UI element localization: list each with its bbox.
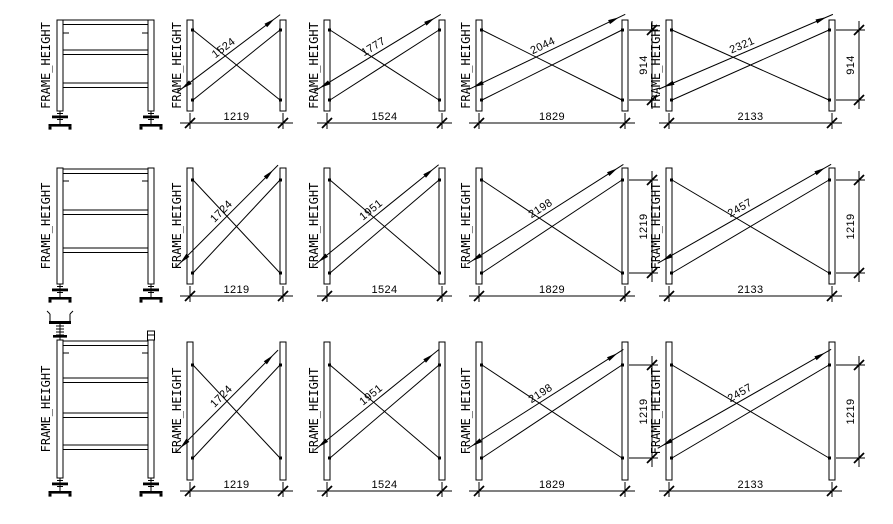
frame-height-label: FRAME_HEIGHT <box>459 22 473 109</box>
panel-right-post <box>622 20 628 111</box>
frame-right-post <box>148 168 154 284</box>
panel-left-post <box>324 20 330 111</box>
diagonal-dim-arrow <box>814 168 825 175</box>
panel-left-post <box>476 20 482 111</box>
frame-ledger <box>63 50 148 55</box>
diagonal-dim-arrow <box>607 168 618 176</box>
panel-left-post <box>187 168 193 284</box>
jack-wing-nut <box>143 116 159 119</box>
diagonal-dimension-value: 1777 <box>359 35 388 59</box>
frame-right-post <box>148 20 154 111</box>
panel-right-post <box>280 20 286 111</box>
panel-right-post <box>280 168 286 284</box>
frame-elevation <box>39 311 163 497</box>
diagonal-dimension-value: 1724 <box>208 198 236 226</box>
cross-brace-panel <box>170 342 293 497</box>
side-dimension-value: 914 <box>638 55 650 75</box>
jack-foot <box>140 494 143 497</box>
cross-brace-panel <box>649 164 865 302</box>
panel-left-post <box>324 168 330 284</box>
frame-height-label: FRAME_HEIGHT <box>649 182 663 270</box>
diagonal-dimension-value: 1951 <box>357 197 386 224</box>
jack-base-plate <box>49 124 72 127</box>
diagonal-dimension-value: 2198 <box>526 381 555 406</box>
panel-left-post <box>187 20 193 111</box>
diagonal-dimension-value: 1951 <box>357 382 386 409</box>
width-dimension-value: 1524 <box>371 111 398 123</box>
diagonal-dim-arrow <box>265 19 275 27</box>
diagonal-dimension-line <box>314 350 438 451</box>
diagonal-dim-arrow <box>814 353 825 360</box>
diagonal-dim-arrow <box>608 17 619 24</box>
side-dimension-value: 914 <box>845 55 857 75</box>
width-dimension-value: 1524 <box>371 284 398 296</box>
frame-height-label: FRAME_HEIGHT <box>307 367 321 455</box>
frame-elevation <box>39 168 163 303</box>
frame-ledger <box>63 20 148 25</box>
u-head-plate <box>49 321 71 324</box>
cross-brace-panel <box>307 342 452 497</box>
cross-brace-panel <box>307 14 452 129</box>
frame-height-label: FRAME_HEIGHT <box>307 182 321 270</box>
diagonal-dim-arrow <box>424 18 435 26</box>
side-dimension-value: 1219 <box>845 213 857 240</box>
jack-foot <box>49 300 52 303</box>
width-dimension-value: 2133 <box>737 479 764 491</box>
width-dimension-value: 1829 <box>538 479 566 491</box>
jack-foot <box>69 127 72 130</box>
u-head-flare <box>47 311 50 314</box>
frame-ledger <box>63 210 148 215</box>
width-dimension-value: 2133 <box>737 284 764 296</box>
frame-height-label: FRAME_HEIGHT <box>39 22 53 109</box>
panel-right-post <box>439 20 445 111</box>
frame-right-post <box>148 340 154 478</box>
jack-foot <box>160 494 163 497</box>
cross-brace-panel <box>307 165 452 302</box>
diagonal-dimension-line <box>467 164 623 263</box>
jack-base-plate <box>140 297 163 300</box>
frame-height-label: FRAME_HEIGHT <box>39 182 53 270</box>
diagonal-dimension-value: 2198 <box>526 196 555 221</box>
width-dimension-value: 1829 <box>538 284 566 296</box>
frame-height-label: FRAME_HEIGHT <box>649 367 663 455</box>
width-dimension-value: 1219 <box>223 111 250 123</box>
frame-height-label: FRAME_HEIGHT <box>459 182 473 270</box>
diagonal-dimension-value: 2321 <box>727 35 757 57</box>
diagonal-dimension-value: 2457 <box>725 381 755 405</box>
jack-wing-nut <box>143 289 159 292</box>
cross-brace-panel <box>170 165 293 302</box>
side-dimension-value: 1219 <box>845 398 857 425</box>
u-head-nut <box>53 335 67 338</box>
frame-left-post <box>57 20 63 111</box>
jack-wing-nut <box>52 289 68 292</box>
panel-right-post <box>622 168 628 284</box>
diagonal-dim-arrow <box>816 17 827 23</box>
frame-height-label: FRAME_HEIGHT <box>170 367 184 455</box>
width-dimension-value: 1219 <box>223 284 250 296</box>
jack-foot <box>69 300 72 303</box>
diagonal-dimension-line <box>659 14 833 89</box>
jack-foot <box>140 127 143 130</box>
jack-foot <box>69 494 72 497</box>
diagonal-dimension-line <box>315 14 440 90</box>
width-dimension-value: 2133 <box>737 111 764 123</box>
jack-foot <box>49 127 52 130</box>
frame-ledger <box>63 413 148 418</box>
frame-height-label: FRAME_HEIGHT <box>170 182 184 270</box>
frame-left-post <box>57 168 63 284</box>
cross-brace-panel <box>459 342 658 497</box>
diagonal-dimension-line <box>658 349 831 448</box>
cross-brace-panel <box>170 15 293 129</box>
jack-wing-nut <box>52 116 68 119</box>
diagonal-dimension-value: 1724 <box>208 383 236 411</box>
frame-height-label: FRAME_HEIGHT <box>459 367 473 455</box>
frame-ledger <box>63 248 148 253</box>
frame-ledger <box>63 169 148 174</box>
cross-brace-panel <box>649 342 865 497</box>
frame-elevation <box>39 20 163 130</box>
diagonal-dimension-line <box>658 164 831 263</box>
frame-ledger <box>63 378 148 383</box>
frame-height-label: FRAME_HEIGHT <box>170 22 184 109</box>
jack-base-plate <box>49 297 72 300</box>
jack-foot <box>160 127 163 130</box>
jack-foot <box>140 300 143 303</box>
diagonal-dimension-value: 2044 <box>528 35 558 58</box>
frame-ledger <box>63 445 148 450</box>
frame-ledger <box>63 83 148 88</box>
side-dimension-value: 1219 <box>638 398 650 425</box>
cross-brace-panel <box>459 164 658 302</box>
jack-foot <box>160 300 163 303</box>
width-dimension-value: 1524 <box>371 479 398 491</box>
panel-left-post <box>666 168 672 284</box>
diagonal-dimension-value: 1524 <box>209 35 238 61</box>
jack-base-plate <box>140 491 163 494</box>
u-head-flare <box>70 311 73 314</box>
cross-brace-panel <box>459 14 658 129</box>
frame-height-label: FRAME_HEIGHT <box>649 22 663 109</box>
panel-left-post <box>666 20 672 111</box>
diagonal-dimension-line <box>468 14 625 89</box>
panel-left-post <box>476 168 482 284</box>
side-dimension-value: 1219 <box>638 213 650 240</box>
panel-right-post <box>829 20 835 111</box>
cross-brace-panel <box>649 14 865 129</box>
jack-wing-nut <box>52 483 68 486</box>
jack-base-plate <box>140 124 163 127</box>
diagonal-dim-arrow <box>607 353 618 361</box>
width-dimension-value: 1219 <box>223 479 250 491</box>
diagonal-dimension-line <box>314 165 438 266</box>
panel-right-post <box>829 168 835 284</box>
diagonal-dimension-line <box>467 349 623 448</box>
jack-base-plate <box>49 491 72 494</box>
frame-height-label: FRAME_HEIGHT <box>307 22 321 109</box>
frame-height-label: FRAME_HEIGHT <box>39 365 53 453</box>
jack-wing-nut <box>143 483 159 486</box>
width-dimension-value: 1829 <box>538 111 566 123</box>
diagonal-dimension-value: 2457 <box>725 196 755 220</box>
frame-ledger <box>63 341 148 346</box>
panel-right-post <box>439 168 445 284</box>
frame-left-post <box>57 340 63 478</box>
jack-foot <box>49 494 52 497</box>
